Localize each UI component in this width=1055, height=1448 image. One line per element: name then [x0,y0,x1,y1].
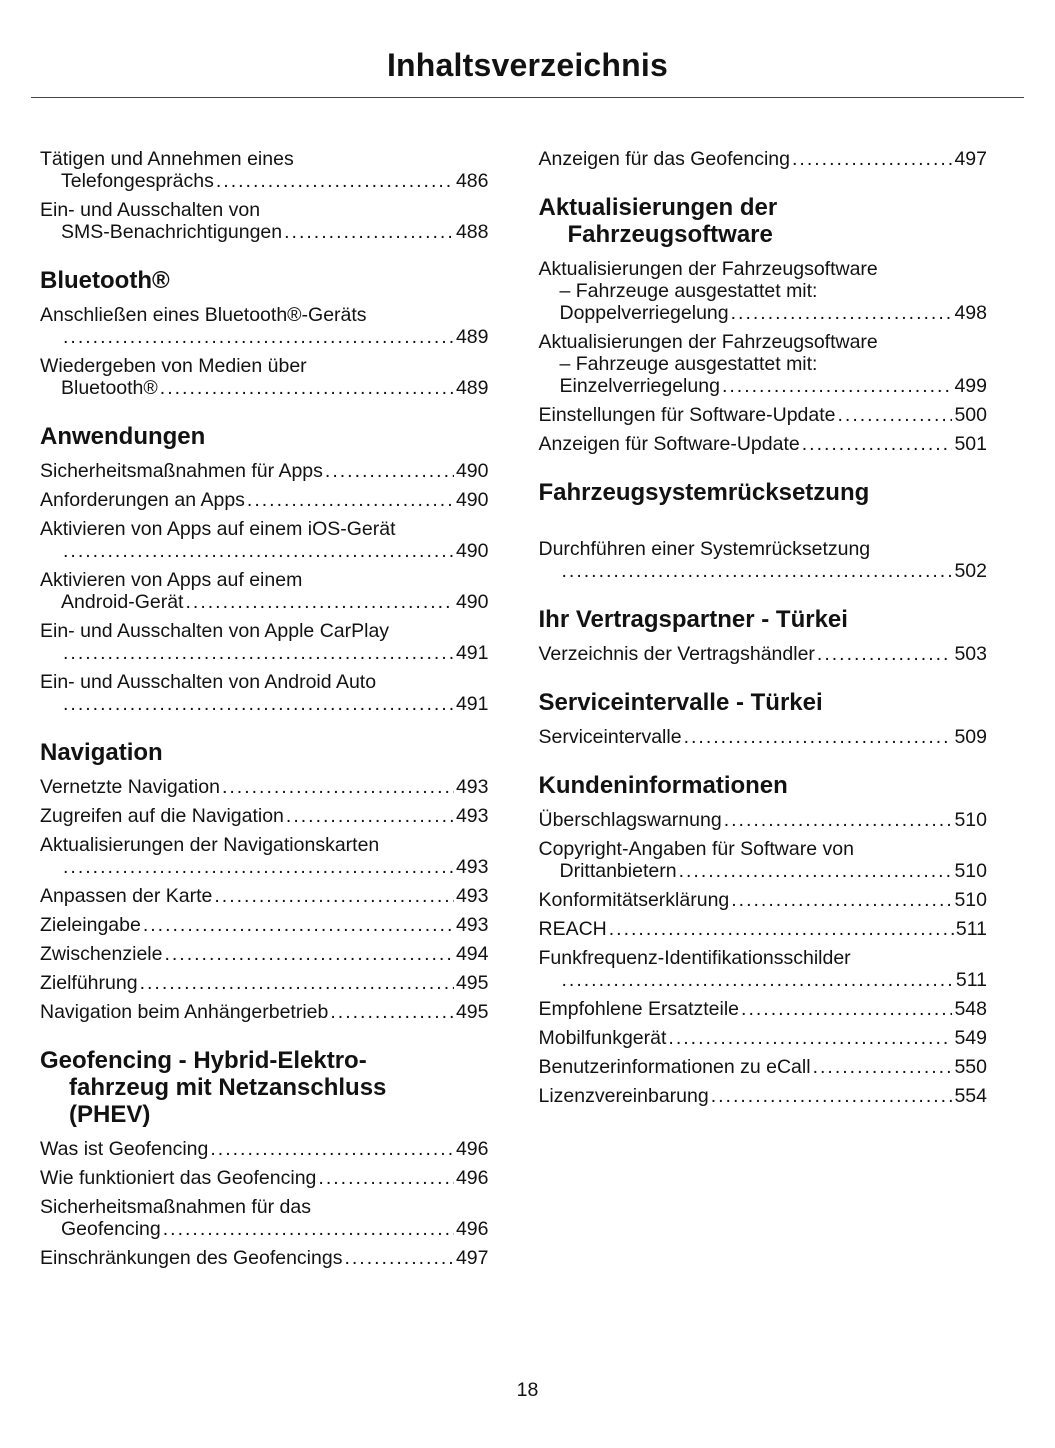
toc-entry [539,726,988,748]
toc-entry-line [40,693,489,715]
toc-entry-text: REACH [538,918,607,940]
heading-line: Kundeninformationen [538,772,788,799]
toc-entry-line: Anschließen eines Bluetooth®-Geräts [40,304,367,326]
heading-line: (PHEV) [69,1101,151,1128]
toc-entry [40,776,489,798]
toc-entry [539,1056,988,1078]
toc-page-ref: 510 [954,809,987,831]
toc-entry-line [539,969,988,991]
toc-entry [539,433,988,455]
toc-page-ref: 493 [455,885,489,907]
toc-columns [40,148,987,1276]
heading-line: Fahrzeugsoftware [567,221,773,248]
heading-line: Anwendungen [40,423,206,450]
toc-entry-line [539,148,988,170]
dot-leader [560,560,953,582]
toc-section-heading [539,772,988,799]
toc-entry-text: Zugreifen auf die Navigation [40,805,284,827]
toc-entry-text: Anzeigen für Software-Update [538,433,800,455]
toc-section-heading [40,739,489,766]
toc-entry-text: Navigation beim Anhängerbetrieb [40,1001,329,1023]
toc-page-ref: 490 [455,540,489,562]
toc-entry-line: Aktualisierungen der Fahrzeugsoftware [538,258,878,280]
toc-entry-line [40,221,489,243]
toc-entry-line: Tätigen und Annehmen eines [40,148,294,170]
toc-page-ref: 554 [954,1085,987,1107]
toc-page-ref: 549 [954,1027,987,1049]
dot-leader [677,860,953,882]
toc-entry-line [40,914,489,936]
toc-entry-line: Aktualisierungen der Fahrzeugsoftware [538,331,878,353]
toc-entry-text: Anpassen der Karte [40,885,213,907]
toc-entry-text: Lizenzvereinbarung [538,1085,709,1107]
toc-page-ref: 489 [455,377,489,399]
heading-line: Fahrzeugsystemrücksetzung [538,479,870,506]
toc-entry [40,304,489,348]
toc-section-heading [539,194,988,248]
dot-leader [836,404,953,426]
toc-page-ref: 503 [954,643,987,665]
toc-page-ref: 548 [954,998,987,1020]
toc-page-ref: 510 [954,889,987,911]
toc-entry [539,947,988,991]
toc-entry [539,404,988,426]
toc-entry [40,148,489,192]
dot-leader [61,693,454,715]
toc-page-ref: 491 [455,642,489,664]
toc-entry-text: Überschlagswarnung [538,809,722,831]
toc-entry-line: – Fahrzeuge ausgestattet mit: [559,353,818,375]
heading-line: Serviceintervalle - Türkei [538,689,823,716]
toc-entry [539,998,988,1020]
toc-entry-text: Einschränkungen des Geofencings [40,1247,343,1269]
toc-entry-text: Wie funktioniert das Geofencing [40,1167,317,1189]
toc-entry-line [40,856,489,878]
toc-entry-text: Serviceintervalle [538,726,682,748]
toc-page-ref: 495 [455,1001,489,1023]
toc-entry-text: Anforderungen an Apps [40,489,245,511]
dot-leader [323,460,454,482]
toc-page-ref: 511 [955,969,987,991]
section-spacer [539,516,988,538]
heading-line: Ihr Vertragspartner - Türkei [538,606,848,633]
page-title: Inhaltsverzeichnis [386,47,669,83]
toc-entry-line [40,776,489,798]
toc-page-ref: 510 [954,860,987,882]
toc-entry [40,1247,489,1269]
toc-page-ref: 497 [455,1247,489,1269]
dot-leader [183,591,453,613]
dot-leader [61,856,454,878]
dot-leader [790,148,952,170]
toc-entry-line [40,885,489,907]
toc-entry [40,943,489,965]
toc-page-ref: 490 [455,489,489,511]
heading-line: Navigation [40,739,163,766]
toc-entry [539,258,988,324]
toc-entry-line [539,860,988,882]
toc-entry-line [40,170,489,192]
toc-entry [40,885,489,907]
toc-entry-text: Verzeichnis der Vertragshändler [538,643,815,665]
toc-entry-line [40,943,489,965]
toc-entry-text: Zielführung [40,972,138,994]
toc-entry [40,620,489,664]
toc-page-ref: 493 [455,914,489,936]
toc-entry [539,1027,988,1049]
toc-page-ref: 509 [954,726,987,748]
dot-leader [282,221,454,243]
dot-leader [245,489,454,511]
toc-entry-line: Funkfrequenz-Identifikationsschilder [538,947,851,969]
toc-entry [539,809,988,831]
dot-leader [141,914,454,936]
toc-entry-line [40,489,489,511]
toc-entry-line [40,1001,489,1023]
dot-leader [61,326,454,348]
dot-leader [729,302,953,324]
toc-entry [40,569,489,613]
toc-page-ref: 511 [955,918,987,940]
toc-page-ref: 490 [455,460,489,482]
toc-entry-text: Doppelverriegelung [559,302,729,324]
dot-leader [214,170,454,192]
toc-section-heading [539,689,988,716]
toc-page-ref: 502 [954,560,987,582]
toc-entry-line [40,591,489,613]
dot-leader [61,540,454,562]
toc-entry-line: Copyright-Angaben für Software von [538,838,854,860]
toc-entry-text: Mobilfunkgerät [538,1027,667,1049]
toc-entry-line [539,404,988,426]
toc-entry [539,1085,988,1107]
toc-entry-text: Einstellungen für Software-Update [538,404,836,426]
toc-section-heading [40,1047,489,1128]
toc-page-ref: 550 [954,1056,987,1078]
heading-line: Bluetooth® [40,267,170,294]
toc-page-ref: 493 [455,805,489,827]
page-footer [0,1379,1055,1402]
toc-entry-line: Ein- und Ausschalten von Android Auto [40,671,377,693]
toc-entry [40,355,489,399]
toc-entry-line [539,302,988,324]
toc-entry-line [40,326,489,348]
page-number: 18 [516,1379,539,1401]
toc-entry-line: – Fahrzeuge ausgestattet mit: [559,280,818,302]
dot-leader [284,805,454,827]
toc-entry [40,199,489,243]
toc-page-ref: 489 [455,326,489,348]
toc-entry-text: Anzeigen für das Geofencing [538,148,791,170]
toc-entry-text: Bluetooth® [61,377,158,399]
toc-entry [539,889,988,911]
toc-entry [40,834,489,878]
toc-entry [539,331,988,397]
dot-leader [720,375,953,397]
toc-page-ref: 498 [954,302,987,324]
toc-column-left [40,148,489,1276]
toc-entry-line [539,560,988,582]
toc-column-right [539,148,988,1276]
toc-entry [539,148,988,170]
toc-entry-line [539,433,988,455]
toc-page-ref: 497 [954,148,987,170]
dot-leader [739,998,952,1020]
toc-entry-line [539,375,988,397]
toc-entry [40,805,489,827]
toc-entry-line [539,1085,988,1107]
toc-entry [40,460,489,482]
toc-entry [40,518,489,562]
toc-section-heading [40,423,489,450]
toc-entry [40,1167,489,1189]
toc-entry-text: Telefongesprächs [61,170,214,192]
toc-entry-text: Android-Gerät [61,591,184,613]
toc-page-ref: 495 [455,972,489,994]
toc-entry-line: Ein- und Ausschalten von Apple CarPlay [40,620,390,642]
dot-leader [729,889,952,911]
toc-entry [539,643,988,665]
toc-section-heading [40,267,489,294]
toc-entry [40,1138,489,1160]
toc-entry-line [539,809,988,831]
toc-page-ref: 488 [455,221,489,243]
toc-entry-line [40,1167,489,1189]
dot-leader [161,1218,454,1240]
toc-entry-line [539,998,988,1020]
toc-entry-line [40,642,489,664]
toc-entry-line [40,1138,489,1160]
toc-entry-line: Aktualisierungen der Navigationskarten [40,834,380,856]
toc-entry [40,1196,489,1240]
toc-entry-line: Wiedergeben von Medien über [40,355,307,377]
toc-page-ref: 486 [455,170,489,192]
toc-entry-line [539,1056,988,1078]
toc-entry [40,1001,489,1023]
toc-section-heading [539,606,988,633]
toc-entry-line [539,643,988,665]
toc-entry-text: Drittanbietern [559,860,677,882]
toc-entry-line [40,805,489,827]
toc-entry-line: Sicherheitsmaßnahmen für das [40,1196,311,1218]
toc-page-ref: 499 [954,375,987,397]
toc-entry [40,489,489,511]
dot-leader [328,1001,454,1023]
toc-entry-line [40,972,489,994]
toc-entry-line [40,1247,489,1269]
dot-leader [607,918,954,940]
dot-leader [666,1027,952,1049]
dot-leader [316,1167,454,1189]
toc-entry-line [539,918,988,940]
toc-entry-text: Konformitätserklärung [538,889,730,911]
toc-entry-text: Zieleingabe [40,914,141,936]
dot-leader [811,1056,953,1078]
toc-entry-text: Sicherheitsmaßnahmen für Apps [40,460,323,482]
toc-entry-text: Geofencing [61,1218,161,1240]
toc-entry-line [40,1218,489,1240]
toc-entry-line: Aktivieren von Apps auf einem iOS-Gerät [40,518,396,540]
heading-line: fahrzeug mit Netzanschluss [69,1074,387,1101]
toc-entry-text: Zwischenziele [40,943,163,965]
toc-page-ref: 501 [954,433,987,455]
toc-entry [539,918,988,940]
toc-entry [539,838,988,882]
toc-entry-text: Was ist Geofencing [40,1138,209,1160]
toc-entry-line: Durchführen einer Systemrücksetzung [538,538,871,560]
toc-page-ref: 490 [455,591,489,613]
toc-entry-line [539,1027,988,1049]
toc-entry [40,914,489,936]
toc-page-ref: 494 [455,943,489,965]
dot-leader [138,972,454,994]
dot-leader [158,377,454,399]
toc-page-ref: 493 [455,776,489,798]
dot-leader [220,776,454,798]
toc-entry-line [40,540,489,562]
toc-entry-line: Aktivieren von Apps auf einem [40,569,303,591]
toc-page-ref: 496 [455,1167,489,1189]
toc-entry-line [539,726,988,748]
toc-entry-line [40,460,489,482]
toc-entry-line: Ein- und Ausschalten von [40,199,261,221]
toc-entry-text: SMS-Benachrichtigungen [61,221,283,243]
toc-section-heading [539,479,988,506]
toc-entry [539,538,988,582]
heading-line: Geofencing - Hybrid-Elektro- [40,1047,367,1074]
toc-entry-line [539,889,988,911]
toc-entry [40,671,489,715]
toc-page-ref: 493 [455,856,489,878]
toc-entry-text: Einzelverriegelung [559,375,720,397]
dot-leader [560,969,954,991]
dot-leader [722,809,953,831]
toc-entry-text: Benutzerinformationen zu eCall [538,1056,811,1078]
toc-entry-line [40,377,489,399]
dot-leader [682,726,953,748]
toc-page-ref: 500 [954,404,987,426]
title-divider [31,97,1024,98]
toc-entry [40,972,489,994]
dot-leader [342,1247,454,1269]
toc-entry-text: Vernetzte Navigation [40,776,220,798]
dot-leader [800,433,953,455]
dot-leader [162,943,453,965]
toc-page-ref: 496 [455,1138,489,1160]
toc-page-ref: 496 [455,1218,489,1240]
dot-leader [208,1138,454,1160]
toc-page-ref: 491 [455,693,489,715]
dot-leader [815,643,953,665]
heading-line: Aktualisierungen der [538,194,778,221]
toc-entry-text: Empfohlene Ersatzteile [538,998,740,1020]
dot-leader [709,1085,953,1107]
dot-leader [212,885,454,907]
dot-leader [61,642,454,664]
